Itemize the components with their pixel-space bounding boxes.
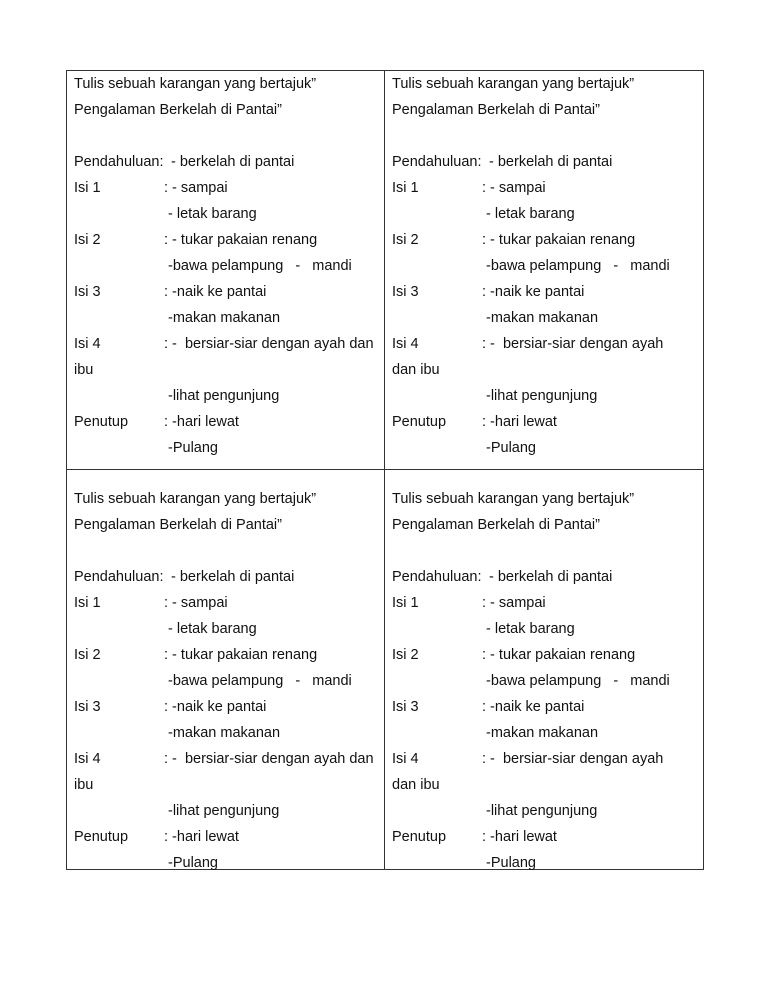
essay-card (67, 470, 385, 869)
penutup-point-1: : -hari lewat (164, 829, 239, 845)
penutup-label: Penutup (74, 829, 129, 845)
isi1-point-1: : - sampai (164, 595, 228, 611)
isi4-wrap: ibu (74, 777, 94, 793)
pendahuluan-label: Pendahuluan: (392, 569, 482, 585)
isi3-point-2: -makan makanan (486, 310, 599, 326)
penutup-point-1: : -hari lewat (164, 414, 239, 430)
isi4-label: Isi 4 (392, 751, 419, 767)
isi4-label: Isi 4 (74, 336, 101, 352)
pendahuluan-value: - berkelah di pantai (489, 569, 613, 585)
isi4-point-2: -lihat pengunjung (486, 388, 598, 404)
essay-title-line-1: Tulis sebuah karangan yang bertajuk” (392, 76, 635, 92)
isi4-wrap: dan ibu (392, 777, 440, 793)
isi1-point-1: : - sampai (164, 180, 228, 196)
isi2-label: Isi 2 (74, 647, 101, 663)
isi2-point-1: : - tukar pakaian renang (482, 232, 636, 248)
isi2-point-2: -bawa pelampung - mandi (168, 258, 352, 274)
isi3-point-1: : -naik ke pantai (164, 699, 267, 715)
essay-title-line-2: Pengalaman Berkelah di Pantai” (392, 517, 600, 533)
isi2-point-2: -bawa pelampung - mandi (486, 673, 670, 689)
isi4-label: Isi 4 (392, 336, 419, 352)
isi4-point-1: : - bersiar-siar dengan ayah (482, 336, 664, 352)
essay-title-line-2: Pengalaman Berkelah di Pantai” (392, 102, 600, 118)
isi4-point-2: -lihat pengunjung (486, 803, 598, 819)
isi1-label: Isi 1 (74, 595, 101, 611)
isi3-point-1: : -naik ke pantai (164, 284, 267, 300)
isi2-point-2: -bawa pelampung - mandi (486, 258, 670, 274)
isi1-label: Isi 1 (392, 595, 419, 611)
isi3-point-1: : -naik ke pantai (482, 284, 585, 300)
penutup-label: Penutup (74, 414, 129, 430)
penutup-point-2: -Pulang (168, 440, 218, 456)
essay-card (385, 71, 703, 470)
isi3-point-2: -makan makanan (168, 310, 281, 326)
essay-title-line-1: Tulis sebuah karangan yang bertajuk” (74, 76, 317, 92)
isi4-point-2: -lihat pengunjung (168, 803, 280, 819)
isi4-point-1: : - bersiar-siar dengan ayah (482, 751, 664, 767)
pendahuluan-value: - berkelah di pantai (171, 154, 295, 170)
pendahuluan-value: - berkelah di pantai (489, 154, 613, 170)
isi2-point-1: : - tukar pakaian renang (482, 647, 636, 663)
pendahuluan-value: - berkelah di pantai (171, 569, 295, 585)
isi4-wrap: dan ibu (392, 362, 440, 378)
worksheet-table (66, 70, 704, 870)
isi1-point-2: - letak barang (168, 621, 257, 637)
essay-title-line-2: Pengalaman Berkelah di Pantai” (74, 517, 282, 533)
isi3-point-1: : -naik ke pantai (482, 699, 585, 715)
isi1-label: Isi 1 (74, 180, 101, 196)
isi2-point-1: : - tukar pakaian renang (164, 647, 318, 663)
isi3-label: Isi 3 (392, 284, 419, 300)
isi3-label: Isi 3 (392, 699, 419, 715)
isi1-point-1: : - sampai (482, 595, 546, 611)
essay-title-line-2: Pengalaman Berkelah di Pantai” (74, 102, 282, 118)
isi1-point-1: : - sampai (482, 180, 546, 196)
penutup-point-2: -Pulang (168, 855, 218, 871)
penutup-point-1: : -hari lewat (482, 414, 557, 430)
isi2-label: Isi 2 (392, 647, 419, 663)
isi3-label: Isi 3 (74, 284, 101, 300)
isi4-point-1: : - bersiar-siar dengan ayah dan (164, 336, 374, 352)
isi4-label: Isi 4 (74, 751, 101, 767)
essay-card (67, 71, 385, 470)
penutup-point-2: -Pulang (486, 855, 536, 871)
penutup-label: Penutup (392, 414, 447, 430)
penutup-label: Penutup (392, 829, 447, 845)
penutup-point-2: -Pulang (486, 440, 536, 456)
pendahuluan-label: Pendahuluan: (392, 154, 482, 170)
isi3-label: Isi 3 (74, 699, 101, 715)
isi1-point-2: - letak barang (168, 206, 257, 222)
isi2-point-1: : - tukar pakaian renang (164, 232, 318, 248)
pendahuluan-label: Pendahuluan: (74, 569, 164, 585)
isi2-label: Isi 2 (392, 232, 419, 248)
penutup-point-1: : -hari lewat (482, 829, 557, 845)
isi4-wrap: ibu (74, 362, 94, 378)
isi4-point-1: : - bersiar-siar dengan ayah dan (164, 751, 374, 767)
isi1-point-2: - letak barang (486, 206, 575, 222)
isi3-point-2: -makan makanan (486, 725, 599, 741)
essay-card (385, 470, 703, 869)
pendahuluan-label: Pendahuluan: (74, 154, 164, 170)
isi2-label: Isi 2 (74, 232, 101, 248)
isi4-point-2: -lihat pengunjung (168, 388, 280, 404)
isi2-point-2: -bawa pelampung - mandi (168, 673, 352, 689)
isi1-label: Isi 1 (392, 180, 419, 196)
essay-title-line-1: Tulis sebuah karangan yang bertajuk” (392, 491, 635, 507)
isi1-point-2: - letak barang (486, 621, 575, 637)
isi3-point-2: -makan makanan (168, 725, 281, 741)
essay-title-line-1: Tulis sebuah karangan yang bertajuk” (74, 491, 317, 507)
